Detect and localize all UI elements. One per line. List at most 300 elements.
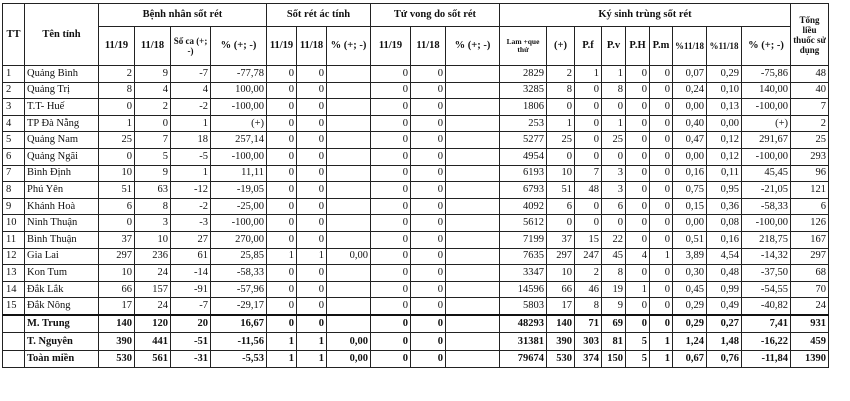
cell-dp (446, 281, 500, 298)
cell-r1: 3,89 (673, 248, 707, 265)
cell-r1: 0,15 (673, 198, 707, 215)
cell-bc: 27 (171, 231, 211, 248)
cell-sp (327, 132, 371, 149)
cell-rp: -100,00 (742, 148, 791, 165)
cell-pos: 51 (547, 182, 575, 199)
col-case-count: Số ca (+; -) (171, 27, 211, 66)
cell-tt: 1 (3, 66, 25, 83)
col-d18: 11/18 (411, 27, 446, 66)
cell-r1: 0,07 (673, 66, 707, 83)
cell-dp (446, 66, 500, 83)
cell-b18: 5 (135, 148, 171, 165)
cell-b19: 25 (99, 132, 135, 149)
cell-bc: -7 (171, 298, 211, 315)
table-row (3, 148, 829, 165)
cell-tt (3, 315, 25, 333)
cell-r2: 0,29 (707, 66, 742, 83)
cell-r2: 0,49 (707, 298, 742, 315)
cell-d19: 0 (371, 148, 411, 165)
cell-dp (446, 99, 500, 116)
cell-d19: 0 (371, 66, 411, 83)
cell-s18: 0 (297, 215, 327, 232)
cell-rp: -100,00 (742, 99, 791, 116)
col-b19: 11/19 (99, 27, 135, 66)
cell-pf: 15 (575, 231, 602, 248)
cell-bc: -7 (171, 66, 211, 83)
cell-r2: 0,00 (707, 115, 742, 132)
cell-pv: 1 (602, 66, 626, 83)
cell-pm: 0 (650, 132, 673, 149)
cell-pos: 140 (547, 315, 575, 333)
cell-d19: 0 (371, 99, 411, 116)
cell-d18: 0 (411, 281, 446, 298)
cell-name: Kon Tum (25, 265, 99, 282)
cell-pm: 0 (650, 198, 673, 215)
group-deaths: Tử vong do sốt rét (371, 4, 500, 27)
cell-r2: 0,99 (707, 281, 742, 298)
col-ph: P.H (626, 27, 650, 66)
cell-rp: -100,00 (742, 215, 791, 232)
cell-pm: 0 (650, 82, 673, 99)
cell-drug: 121 (791, 182, 829, 199)
cell-name: Đắk Lắk (25, 281, 99, 298)
cell-dp (446, 215, 500, 232)
table-row (3, 231, 829, 248)
cell-rp: 218,75 (742, 231, 791, 248)
cell-d19: 0 (371, 132, 411, 149)
cell-pos: 17 (547, 298, 575, 315)
cell-rp: 45,45 (742, 165, 791, 182)
cell-tt: 10 (3, 215, 25, 232)
cell-bp: -19,05 (211, 182, 267, 199)
cell-pf: 0 (575, 198, 602, 215)
cell-d18: 0 (411, 66, 446, 83)
cell-drug: 96 (791, 165, 829, 182)
cell-s18: 0 (297, 182, 327, 199)
col-drug-total: Tổng liều thuốc sử dụng (791, 4, 829, 66)
cell-d19: 0 (371, 198, 411, 215)
cell-rp: -37,50 (742, 265, 791, 282)
cell-ph: 0 (626, 82, 650, 99)
cell-pos: 530 (547, 350, 575, 368)
cell-pos: 0 (547, 148, 575, 165)
cell-d18: 0 (411, 231, 446, 248)
cell-tt: 5 (3, 132, 25, 149)
cell-pv: 8 (602, 82, 626, 99)
cell-b19: 8 (99, 82, 135, 99)
cell-r2: 0,10 (707, 82, 742, 99)
cell-s19: 0 (267, 315, 297, 333)
cell-r1: 0,51 (673, 231, 707, 248)
cell-b19: 10 (99, 165, 135, 182)
table-row (3, 99, 829, 116)
cell-sp (327, 165, 371, 182)
cell-r2: 0,95 (707, 182, 742, 199)
cell-name: Quảng Trị (25, 82, 99, 99)
cell-bp: -100,00 (211, 148, 267, 165)
cell-drug: 931 (791, 315, 829, 333)
cell-tt: 9 (3, 198, 25, 215)
cell-r1: 0,75 (673, 182, 707, 199)
col-d19: 11/19 (371, 27, 411, 66)
cell-ph: 0 (626, 148, 650, 165)
cell-name: Phú Yên (25, 182, 99, 199)
cell-r2: 0,36 (707, 198, 742, 215)
cell-pv: 150 (602, 350, 626, 368)
cell-lam: 6793 (500, 182, 547, 199)
cell-lam: 7199 (500, 231, 547, 248)
cell-s19: 0 (267, 281, 297, 298)
col-rate-pct: % (+; -) (742, 27, 791, 66)
table-row (3, 66, 829, 83)
cell-r1: 0,16 (673, 165, 707, 182)
cell-dp (446, 333, 500, 351)
cell-pf: 48 (575, 182, 602, 199)
cell-rp: -40,82 (742, 298, 791, 315)
cell-tt (3, 350, 25, 368)
cell-r1: 0,00 (673, 215, 707, 232)
table-header (3, 4, 829, 66)
cell-pos: 37 (547, 231, 575, 248)
cell-pv: 9 (602, 298, 626, 315)
col-b-pct: % (+; -) (211, 27, 267, 66)
cell-d19: 0 (371, 82, 411, 99)
cell-d19: 0 (371, 298, 411, 315)
cell-sp: 0,00 (327, 248, 371, 265)
cell-s19: 0 (267, 148, 297, 165)
cell-r2: 4,54 (707, 248, 742, 265)
cell-s19: 0 (267, 215, 297, 232)
cell-pos: 25 (547, 132, 575, 149)
cell-d19: 0 (371, 333, 411, 351)
cell-bp: -11,56 (211, 333, 267, 351)
cell-pos: 66 (547, 281, 575, 298)
group-severe: Sốt rét ác tính (267, 4, 371, 27)
cell-b18: 10 (135, 231, 171, 248)
cell-pm: 0 (650, 115, 673, 132)
cell-dp (446, 231, 500, 248)
cell-pv: 8 (602, 265, 626, 282)
cell-tt: 3 (3, 99, 25, 116)
cell-tt: 8 (3, 182, 25, 199)
cell-lam: 3285 (500, 82, 547, 99)
cell-s18: 0 (297, 99, 327, 116)
cell-name: M. Trung (25, 315, 99, 333)
cell-pf: 2 (575, 265, 602, 282)
cell-d18: 0 (411, 265, 446, 282)
cell-r2: 0,27 (707, 315, 742, 333)
cell-s18: 0 (297, 82, 327, 99)
cell-rp: 7,41 (742, 315, 791, 333)
cell-b19: 1 (99, 115, 135, 132)
cell-d18: 0 (411, 350, 446, 368)
cell-d18: 0 (411, 298, 446, 315)
cell-s19: 0 (267, 99, 297, 116)
table-row (3, 298, 829, 315)
cell-name: Quảng Nam (25, 132, 99, 149)
cell-ph: 4 (626, 248, 650, 265)
cell-sp (327, 66, 371, 83)
cell-d18: 0 (411, 148, 446, 165)
cell-b19: 0 (99, 215, 135, 232)
cell-ph: 0 (626, 231, 650, 248)
cell-pos: 0 (547, 215, 575, 232)
cell-b18: 8 (135, 198, 171, 215)
cell-sp: 0,00 (327, 333, 371, 351)
table-row (3, 215, 829, 232)
cell-bp: -100,00 (211, 215, 267, 232)
cell-d19: 0 (371, 182, 411, 199)
cell-drug: 297 (791, 248, 829, 265)
cell-bp: 11,11 (211, 165, 267, 182)
cell-sp (327, 231, 371, 248)
cell-bc: -2 (171, 198, 211, 215)
cell-b18: 120 (135, 315, 171, 333)
cell-sp (327, 298, 371, 315)
cell-s19: 1 (267, 248, 297, 265)
cell-s19: 0 (267, 198, 297, 215)
cell-s18: 0 (297, 198, 327, 215)
cell-bp: -25,00 (211, 198, 267, 215)
cell-s18: 0 (297, 231, 327, 248)
cell-pv: 6 (602, 198, 626, 215)
cell-ph: 0 (626, 182, 650, 199)
cell-r2: 0,12 (707, 148, 742, 165)
cell-b18: 441 (135, 333, 171, 351)
col-s18: 11/18 (297, 27, 327, 66)
cell-bp: -5,53 (211, 350, 267, 368)
cell-pm: 0 (650, 99, 673, 116)
cell-dp (446, 350, 500, 368)
cell-drug: 7 (791, 99, 829, 116)
cell-drug: 48 (791, 66, 829, 83)
cell-name: Đắk Nông (25, 298, 99, 315)
table-row (3, 115, 829, 132)
cell-s18: 0 (297, 298, 327, 315)
cell-pf: 0 (575, 82, 602, 99)
cell-name: T.T- Huế (25, 99, 99, 116)
cell-r1: 0,30 (673, 265, 707, 282)
cell-b18: 2 (135, 99, 171, 116)
col-pm: P.m (650, 27, 673, 66)
cell-pf: 0 (575, 215, 602, 232)
cell-bp: -100,00 (211, 99, 267, 116)
cell-d18: 0 (411, 99, 446, 116)
cell-ph: 5 (626, 350, 650, 368)
cell-r2: 0,48 (707, 265, 742, 282)
cell-rp: -58,33 (742, 198, 791, 215)
cell-pm: 0 (650, 182, 673, 199)
cell-pos: 10 (547, 265, 575, 282)
cell-bc: 18 (171, 132, 211, 149)
cell-b19: 51 (99, 182, 135, 199)
cell-pv: 22 (602, 231, 626, 248)
cell-pos: 390 (547, 333, 575, 351)
table-body (3, 66, 829, 368)
cell-pm: 1 (650, 248, 673, 265)
table-row (3, 281, 829, 298)
cell-bp: 270,00 (211, 231, 267, 248)
cell-b18: 24 (135, 298, 171, 315)
cell-name: Bình Định (25, 165, 99, 182)
cell-rp: 140,00 (742, 82, 791, 99)
cell-lam: 253 (500, 115, 547, 132)
cell-sp (327, 198, 371, 215)
cell-dp (446, 165, 500, 182)
cell-bp: 25,85 (211, 248, 267, 265)
cell-dp (446, 148, 500, 165)
cell-r1: 0,00 (673, 99, 707, 116)
cell-bp: 16,67 (211, 315, 267, 333)
cell-bc: -31 (171, 350, 211, 368)
cell-rp: -21,05 (742, 182, 791, 199)
cell-d18: 0 (411, 165, 446, 182)
cell-ph: 5 (626, 333, 650, 351)
cell-r2: 0,16 (707, 231, 742, 248)
cell-sp (327, 315, 371, 333)
cell-pf: 1 (575, 66, 602, 83)
cell-pv: 25 (602, 132, 626, 149)
cell-name: Khánh Hoà (25, 198, 99, 215)
group-parasite: Ký sinh trùng sốt rét (500, 4, 791, 27)
cell-r1: 0,00 (673, 148, 707, 165)
cell-drug: 2 (791, 115, 829, 132)
cell-pm: 0 (650, 298, 673, 315)
col-b18: 11/18 (135, 27, 171, 66)
cell-d18: 0 (411, 82, 446, 99)
cell-b18: 236 (135, 248, 171, 265)
cell-pos: 6 (547, 198, 575, 215)
col-lam: Lam +que thử (500, 27, 547, 66)
cell-r1: 1,24 (673, 333, 707, 351)
col-pf: P.f (575, 27, 602, 66)
cell-ph: 0 (626, 165, 650, 182)
cell-pv: 0 (602, 215, 626, 232)
cell-d19: 0 (371, 231, 411, 248)
cell-ph: 0 (626, 66, 650, 83)
cell-name: T. Nguyên (25, 333, 99, 351)
cell-drug: 68 (791, 265, 829, 282)
cell-bc: 4 (171, 82, 211, 99)
cell-s18: 0 (297, 265, 327, 282)
cell-pm: 1 (650, 333, 673, 351)
cell-bc: -5 (171, 148, 211, 165)
cell-lam: 3347 (500, 265, 547, 282)
cell-drug: 459 (791, 333, 829, 351)
cell-ph: 0 (626, 298, 650, 315)
cell-lam: 5803 (500, 298, 547, 315)
cell-ph: 0 (626, 265, 650, 282)
cell-b19: 297 (99, 248, 135, 265)
cell-name: Quảng Bình (25, 66, 99, 83)
cell-s18: 0 (297, 281, 327, 298)
cell-name: Ninh Thuận (25, 215, 99, 232)
summary-row (3, 315, 829, 333)
cell-pf: 0 (575, 115, 602, 132)
cell-s19: 0 (267, 66, 297, 83)
cell-dp (446, 182, 500, 199)
cell-bc: -2 (171, 99, 211, 116)
cell-lam: 2829 (500, 66, 547, 83)
cell-pos: 2 (547, 66, 575, 83)
cell-pv: 3 (602, 165, 626, 182)
cell-sp (327, 99, 371, 116)
cell-b18: 0 (135, 115, 171, 132)
cell-s19: 0 (267, 165, 297, 182)
cell-pf: 0 (575, 148, 602, 165)
table-row (3, 198, 829, 215)
cell-pm: 0 (650, 165, 673, 182)
cell-s19: 0 (267, 231, 297, 248)
cell-pf: 247 (575, 248, 602, 265)
cell-d19: 0 (371, 215, 411, 232)
cell-d18: 0 (411, 115, 446, 132)
cell-pf: 374 (575, 350, 602, 368)
cell-b18: 24 (135, 265, 171, 282)
cell-lam: 5612 (500, 215, 547, 232)
cell-s18: 0 (297, 115, 327, 132)
cell-pv: 0 (602, 148, 626, 165)
cell-rp: -54,55 (742, 281, 791, 298)
cell-dp (446, 115, 500, 132)
col-pos: (+) (547, 27, 575, 66)
cell-rp: -14,32 (742, 248, 791, 265)
cell-pos: 10 (547, 165, 575, 182)
cell-b18: 4 (135, 82, 171, 99)
cell-bp: (+) (211, 115, 267, 132)
cell-s18: 0 (297, 165, 327, 182)
cell-sp (327, 281, 371, 298)
cell-rp: -11,84 (742, 350, 791, 368)
cell-d18: 0 (411, 215, 446, 232)
cell-s19: 0 (267, 115, 297, 132)
cell-pf: 8 (575, 298, 602, 315)
cell-b19: 37 (99, 231, 135, 248)
cell-pm: 0 (650, 315, 673, 333)
cell-pv: 19 (602, 281, 626, 298)
cell-r1: 0,40 (673, 115, 707, 132)
cell-d19: 0 (371, 265, 411, 282)
cell-r2: 1,48 (707, 333, 742, 351)
cell-b19: 6 (99, 198, 135, 215)
cell-dp (446, 315, 500, 333)
cell-s19: 0 (267, 82, 297, 99)
cell-b19: 0 (99, 99, 135, 116)
cell-ph: 1 (626, 281, 650, 298)
cell-lam: 4954 (500, 148, 547, 165)
cell-ph: 0 (626, 315, 650, 333)
cell-lam: 79674 (500, 350, 547, 368)
cell-lam: 7635 (500, 248, 547, 265)
cell-pm: 0 (650, 231, 673, 248)
cell-sp: 0,00 (327, 350, 371, 368)
col-rate-a: %11/18 (673, 27, 707, 66)
table-row (3, 248, 829, 265)
cell-sp (327, 265, 371, 282)
cell-pv: 69 (602, 315, 626, 333)
cell-r1: 0,29 (673, 298, 707, 315)
cell-drug: 167 (791, 231, 829, 248)
cell-r1: 0,29 (673, 315, 707, 333)
cell-d18: 0 (411, 248, 446, 265)
cell-r2: 0,12 (707, 132, 742, 149)
cell-tt: 4 (3, 115, 25, 132)
cell-pos: 1 (547, 115, 575, 132)
cell-r2: 0,11 (707, 165, 742, 182)
cell-bc: 61 (171, 248, 211, 265)
cell-b18: 561 (135, 350, 171, 368)
cell-bc: -3 (171, 215, 211, 232)
